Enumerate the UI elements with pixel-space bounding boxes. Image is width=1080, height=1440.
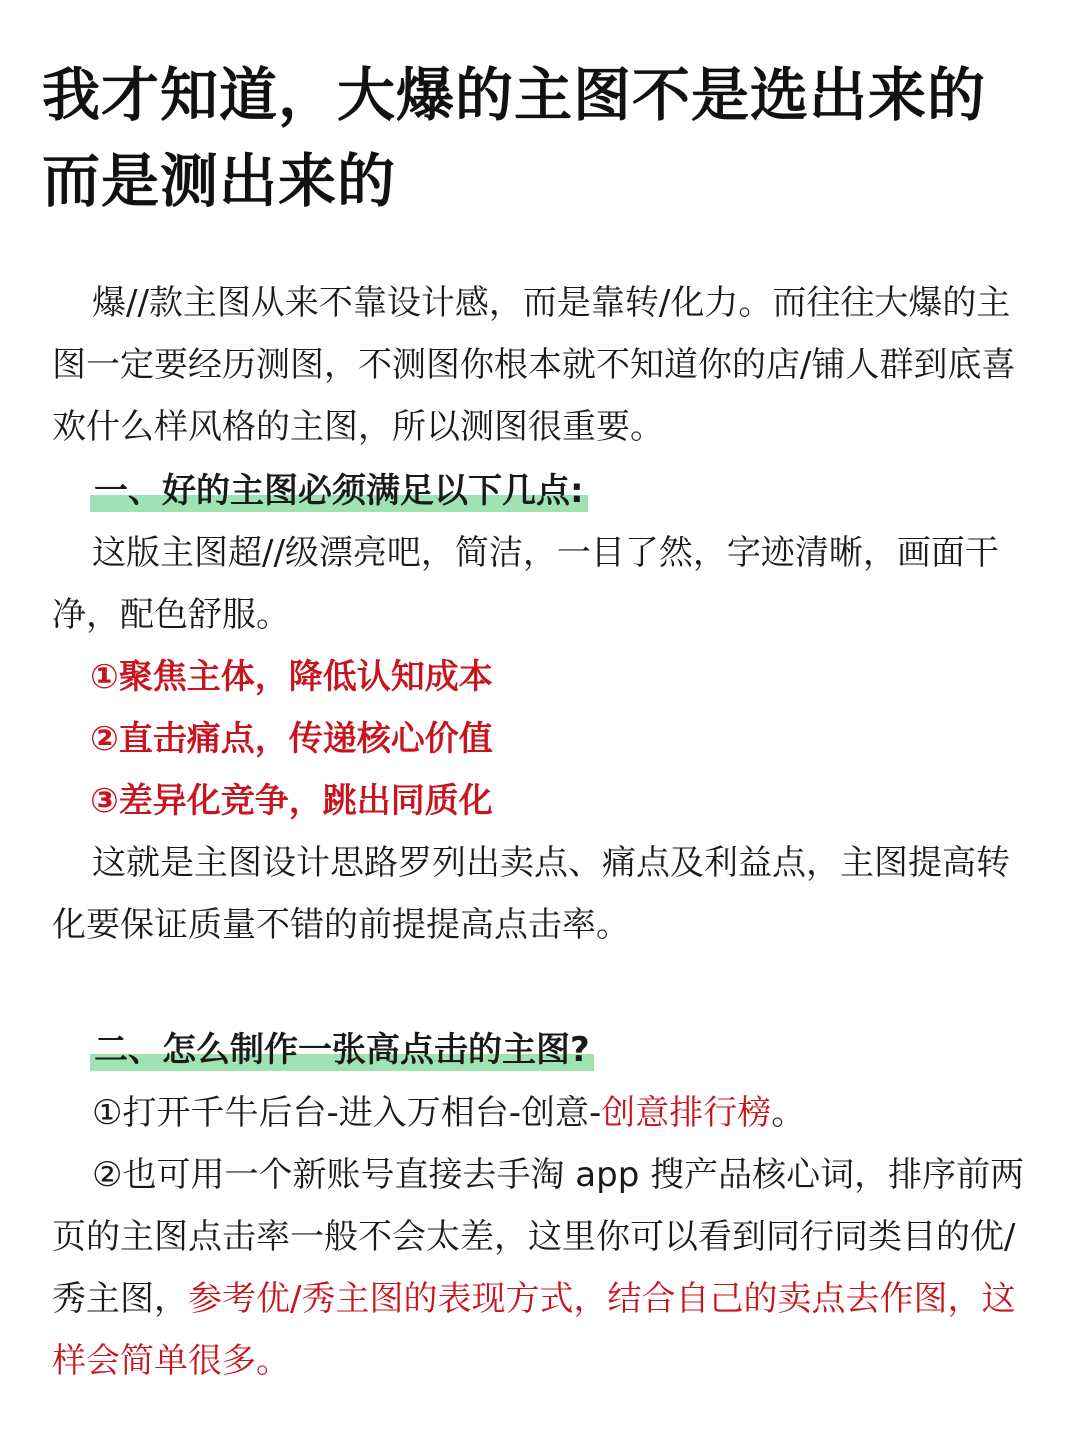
page-title — [42, 52, 1042, 224]
section-2-heading: 二、怎么制作一张高点击的主图? — [90, 1025, 594, 1075]
step-2 — [52, 1144, 1037, 1392]
section-1-text: 这版主图超//级漂亮吧，简洁，一目了然，字迹清晰，画面干净，配色舒服。 — [52, 533, 999, 635]
section-1-summary: 这就是主图设计思路罗列出卖点、痛点及利益点，主图提高转化要保证质量不错的前提提高点击率。 — [52, 843, 1010, 945]
intro-paragraph — [52, 272, 1037, 458]
step-1-prefix: ①打开千牛后台-进入万相台-创意- — [92, 1093, 602, 1133]
step-2-text: ②也可用一个新账号直接去手淘 app 搜产品核心词，排序前两页的主图点击率一般不会太差，这里你可以看到同行同类目的优/秀主图， — [52, 1155, 1025, 1319]
step-2-highlight: 参考优/秀主图的表现方式，结合自己的卖点去作图，这样会简单很多。 — [52, 1279, 1016, 1381]
point-3: ③差异化竞争，跳出同质化 — [90, 781, 493, 821]
intro-text: 爆//款主图从来不靠设计感，而是靠转/化力。而往往大爆的主图一定要经历测图，不测图你根本就不知道你的店/铺人群到底喜欢什么样风格的主图，所以测图很重要。 — [52, 283, 1016, 447]
title-line-2: 而是测出来的 — [42, 147, 397, 215]
point-1: ①聚焦主体，降低认知成本 — [90, 657, 493, 697]
section-1-heading: 一、好的主图必须满足以下几点: — [90, 466, 588, 516]
step-1 — [52, 1082, 1037, 1144]
step-1-highlight: 创意排行榜 — [601, 1093, 772, 1133]
title-line-1: 我才知道，大爆的主图不是选出来的 — [42, 61, 987, 129]
point-2: ②直击痛点，传递核心价值 — [90, 719, 493, 759]
step-1-suffix: 。 — [771, 1093, 806, 1133]
